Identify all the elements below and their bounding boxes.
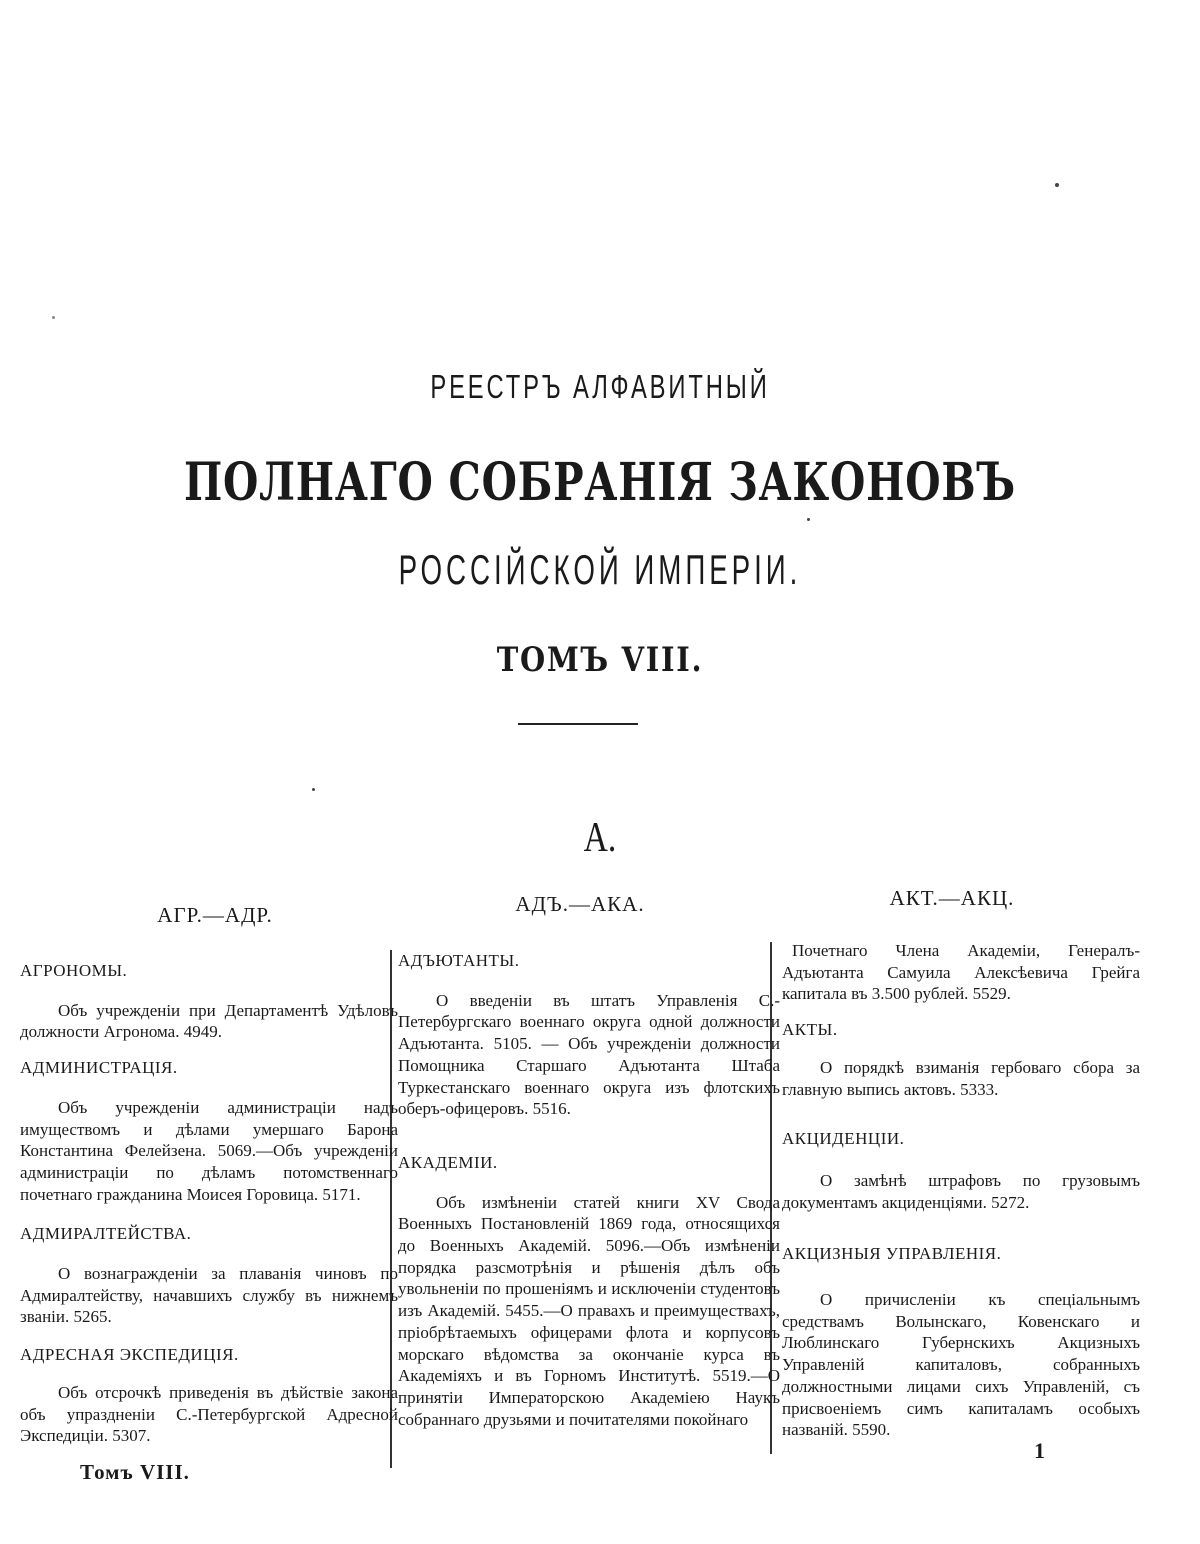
- volume-title: ТОМЪ VIII.: [496, 640, 704, 680]
- volume-footer: Томъ VIII.: [80, 1460, 190, 1484]
- column-2-header: АДЪ.—АКА.: [515, 892, 645, 916]
- entry-text: О введеніи въ штатъ Управленія С.-Петербургскаго военнаго округа одной должности Адъютанта. 5105. — Объ учрежденіи должности Помощника Старшаго Адъютанта Штаба Туркестанскаго военнаго округа изъ флотскихъ оберъ-офицеровъ. 5516.: [398, 990, 780, 1119]
- entry-text: О вознагражденіи за плаванія чиновъ по Адмиралтейству, начавшихъ службу въ нижнемъ званіи. 5265.: [20, 1264, 398, 1327]
- entry-text: Объ измѣненіи статей книги XV Свода Военныхъ Постановленій 1869 года, относящихся до Военныхъ Академій. 5096.—Объ измѣненіи порядка разсмотрѣнія и рѣшенія дѣлъ объ увольненіи по прошеніямъ и исключеніи студентовъ изъ Академій. 5455.—О правахъ и преимуществахъ, пріобрѣтаемыхъ офицерами флота и корпусовъ морскаго вѣдомства за окончаніе курса въ Академіяхъ и въ Горномъ Институтѣ. 5519.—О принятіи Императорскою Академіею Наукъ собраннаго друзьями и почитателями покойнаго: [398, 1192, 780, 1429]
- entry-text: Объ отсрочкѣ приведенія въ дѣйствіе закона объ упраздненіи С.-Петербургской Адресной Экспедиціи. 5307.: [20, 1382, 398, 1446]
- entry-text: О порядкѣ взиманія гербоваго сбора за главную выпись актовъ. 5333.: [782, 1057, 1140, 1099]
- entry-heading: АКЦИЗНЫЯ УПРАВЛЕНІЯ.: [782, 1244, 1002, 1264]
- scan-speck: [312, 788, 315, 791]
- column-3-header: АКТ.—АКЦ.: [889, 886, 1015, 910]
- entry-text: О причисленіи къ спеціальнымъ средствамъ Волынскаго, Ковенскаго и Люблинскаго Губернскихъ Акцизныхъ Управленій капиталовъ, собранныхъ должностными лицами сихъ Управленій, съ присвоеніемъ симъ капиталамъ особыхъ названій. 5590.: [782, 1290, 1140, 1440]
- entry-heading: АКАДЕМІИ.: [398, 1152, 498, 1172]
- title-line-3: РОССІЙСКОЙ ИМПЕРІИ.: [398, 546, 802, 593]
- entry-heading: АДМИРАЛТЕЙСТВА.: [20, 1224, 192, 1244]
- column-3: [782, 940, 1140, 1441]
- entry-heading: АДРЕСНАЯ ЭКСПЕДИЦІЯ.: [20, 1345, 239, 1365]
- scan-speck: [807, 518, 810, 521]
- entry-text: Почетнаго Члена Академіи, Генералъ-Адъютанта Самуила Алексѣевича Грейга капитала въ 3.500 рублей. 5529.: [782, 941, 1140, 1004]
- entry-heading: АДМИНИСТРАЦІЯ.: [20, 1058, 178, 1078]
- entry-text: Объ учрежденіи администраціи надъ имуществомъ и дѣлами умершаго Барона Константина Фелейзена. 5069.—Объ учрежденіи администраціи по дѣламъ потомственнаго почетнаго гражданина Моисея Горовица. 5171.: [20, 1097, 398, 1204]
- title-rule: [518, 723, 638, 725]
- entry-heading: АГРОНОМЫ.: [20, 961, 128, 980]
- entry-heading: АКТЫ.: [782, 1020, 838, 1040]
- title-line-2: ПОЛНАГО СОБРАНІЯ ЗАКОНОВЪ: [183, 452, 1017, 513]
- column-1: [20, 960, 398, 1447]
- scan-speck: [1055, 183, 1059, 187]
- page-number: 1: [1034, 1438, 1045, 1463]
- scan-speck: [52, 316, 55, 319]
- column-2: [398, 950, 780, 1430]
- column-1-header: АГР.—АДР.: [157, 903, 273, 927]
- title-line-1: РЕЕСТРЪ АЛФАВИТНЫЙ: [430, 368, 770, 405]
- section-letter: А.: [583, 815, 617, 861]
- entry-text: Объ учрежденіи при Департаментѣ Удѣловъ должности Агронома. 4949.: [20, 1000, 398, 1042]
- entry-heading: АКЦИДЕНЦІИ.: [782, 1129, 905, 1149]
- entry-text: О замѣнѣ штрафовъ по грузовымъ документамъ акциденціями. 5272.: [782, 1170, 1140, 1212]
- entry-heading: АДЪЮТАНТЫ.: [398, 951, 520, 970]
